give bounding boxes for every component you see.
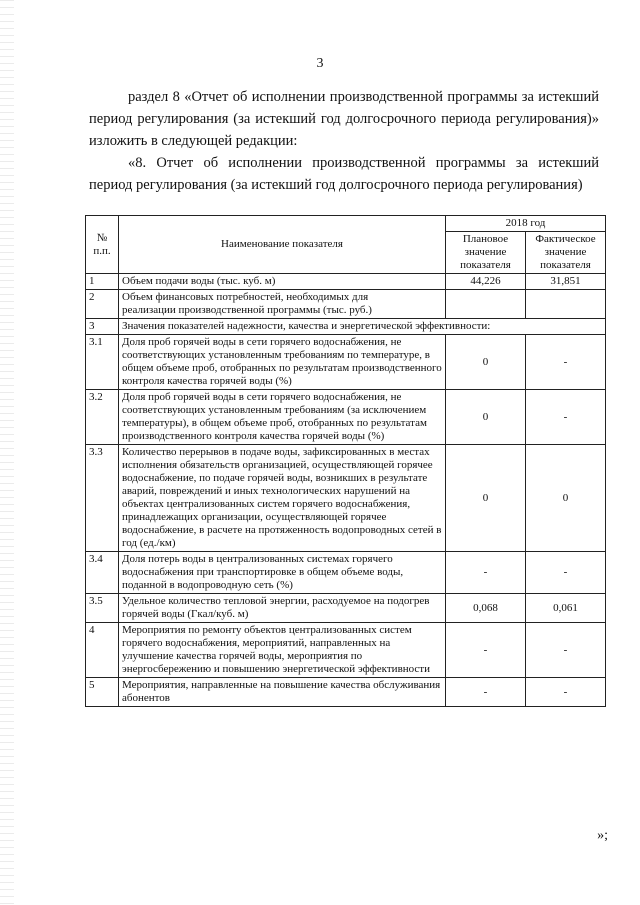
row-actual: - <box>526 552 606 594</box>
table-row <box>86 335 606 390</box>
report-table <box>85 215 606 707</box>
row-planned: 0 <box>446 445 526 552</box>
intro-text <box>89 86 599 196</box>
row-actual: 31,851 <box>526 274 606 290</box>
row-num: 3.2 <box>86 390 119 445</box>
row-num: 1 <box>86 274 119 290</box>
row-planned: - <box>446 552 526 594</box>
row-num: 3 <box>86 319 119 335</box>
header-actual: Фактическое значение показателя <box>526 232 606 274</box>
table-row <box>86 623 606 678</box>
table-row <box>86 274 606 290</box>
row-planned: 0,068 <box>446 594 526 623</box>
table-row <box>86 552 606 594</box>
row-actual <box>526 290 606 319</box>
closing-mark: »; <box>597 828 608 843</box>
row-actual: - <box>526 678 606 707</box>
row-actual: - <box>526 335 606 390</box>
row-name: Удельное количество тепловой энергии, расходуемое на подогрев горячей воды (Гкал/куб. м) <box>119 594 446 623</box>
row-planned <box>446 290 526 319</box>
row-name: Объем финансовых потребностей, необходимых для реализации производственной программы (тыс. руб.) <box>119 290 446 319</box>
row-actual: - <box>526 390 606 445</box>
row-planned: - <box>446 678 526 707</box>
row-num: 3.4 <box>86 552 119 594</box>
row-name: Доля проб горячей воды в сети горячего водоснабжения, не соответствующих установленным требованиям по температуре, в общем объеме проб, отобранных по результатам производственного контроля качества горячей воды (%) <box>119 335 446 390</box>
row-num: 2 <box>86 290 119 319</box>
row-num: 3.3 <box>86 445 119 552</box>
row-name: Мероприятия, направленные на повышение качества обслуживания абонентов <box>119 678 446 707</box>
header-year: 2018 год <box>446 216 606 232</box>
table-row <box>86 678 606 707</box>
table-row <box>86 594 606 623</box>
row-actual: 0,061 <box>526 594 606 623</box>
table-row <box>86 290 606 319</box>
header-name: Наименование показателя <box>119 216 446 274</box>
row-name: Количество перерывов в подаче воды, зафиксированных в местах исполнения обязательств организацией, осуществляющей горячее водоснабжение, по подаче горячей воды, возникших в результате аварий, повреждений и иных технологических нарушений на объектах централизованных систем горячего водоснабжения, принадлежащих организации, осуществляющей горячее водоснабжение, в расчете на протяженность водопроводных сетей в год (ед./км) <box>119 445 446 552</box>
row-actual: 0 <box>526 445 606 552</box>
row-num: 4 <box>86 623 119 678</box>
row-name: Доля потерь воды в централизованных системах горячего водоснабжения при транспортировке в общем объеме воды, поданной в водопроводную сеть (%) <box>119 552 446 594</box>
intro-paragraph-2: «8. Отчет об исполнении производственной программы за истекший период регулирования (за истекший год долгосрочного периода регулирования) <box>89 155 599 193</box>
header-num: № п.п. <box>86 216 119 274</box>
row-name: Объем подачи воды (тыс. куб. м) <box>119 274 446 290</box>
page-number: 3 <box>316 56 324 71</box>
scan-edge-artifact <box>0 0 14 905</box>
row-planned: - <box>446 623 526 678</box>
row-num: 5 <box>86 678 119 707</box>
row-planned: 0 <box>446 390 526 445</box>
table-row <box>86 390 606 445</box>
row-num: 3.5 <box>86 594 119 623</box>
row-planned: 0 <box>446 335 526 390</box>
row-name: Доля проб горячей воды в сети горячего водоснабжения, не соответствующих установленным требованиям (за исключением температуры), в общем объеме проб, отобранных по результатам производственного контроля качества горячей воды (%) <box>119 390 446 445</box>
table-row <box>86 319 606 335</box>
table-row <box>86 445 606 552</box>
row-name: Мероприятия по ремонту объектов централизованных систем горячего водоснабжения, мероприятий, направленных на улучшение качества горячей воды, мероприятия по энергосбережению и повышению энергетической эффективности <box>119 623 446 678</box>
table-header-row <box>86 216 606 232</box>
header-planned: Плановое значение показателя <box>446 232 526 274</box>
intro-paragraph-1: раздел 8 «Отчет об исполнении производственной программы за истекший период регулирования (за истекший год долгосрочного периода регулирования)» изложить в следующей редакции: <box>89 89 599 149</box>
row-num: 3.1 <box>86 335 119 390</box>
row-planned: 44,226 <box>446 274 526 290</box>
row-name: Значения показателей надежности, качества и энергетической эффективности: <box>119 319 606 335</box>
row-actual: - <box>526 623 606 678</box>
